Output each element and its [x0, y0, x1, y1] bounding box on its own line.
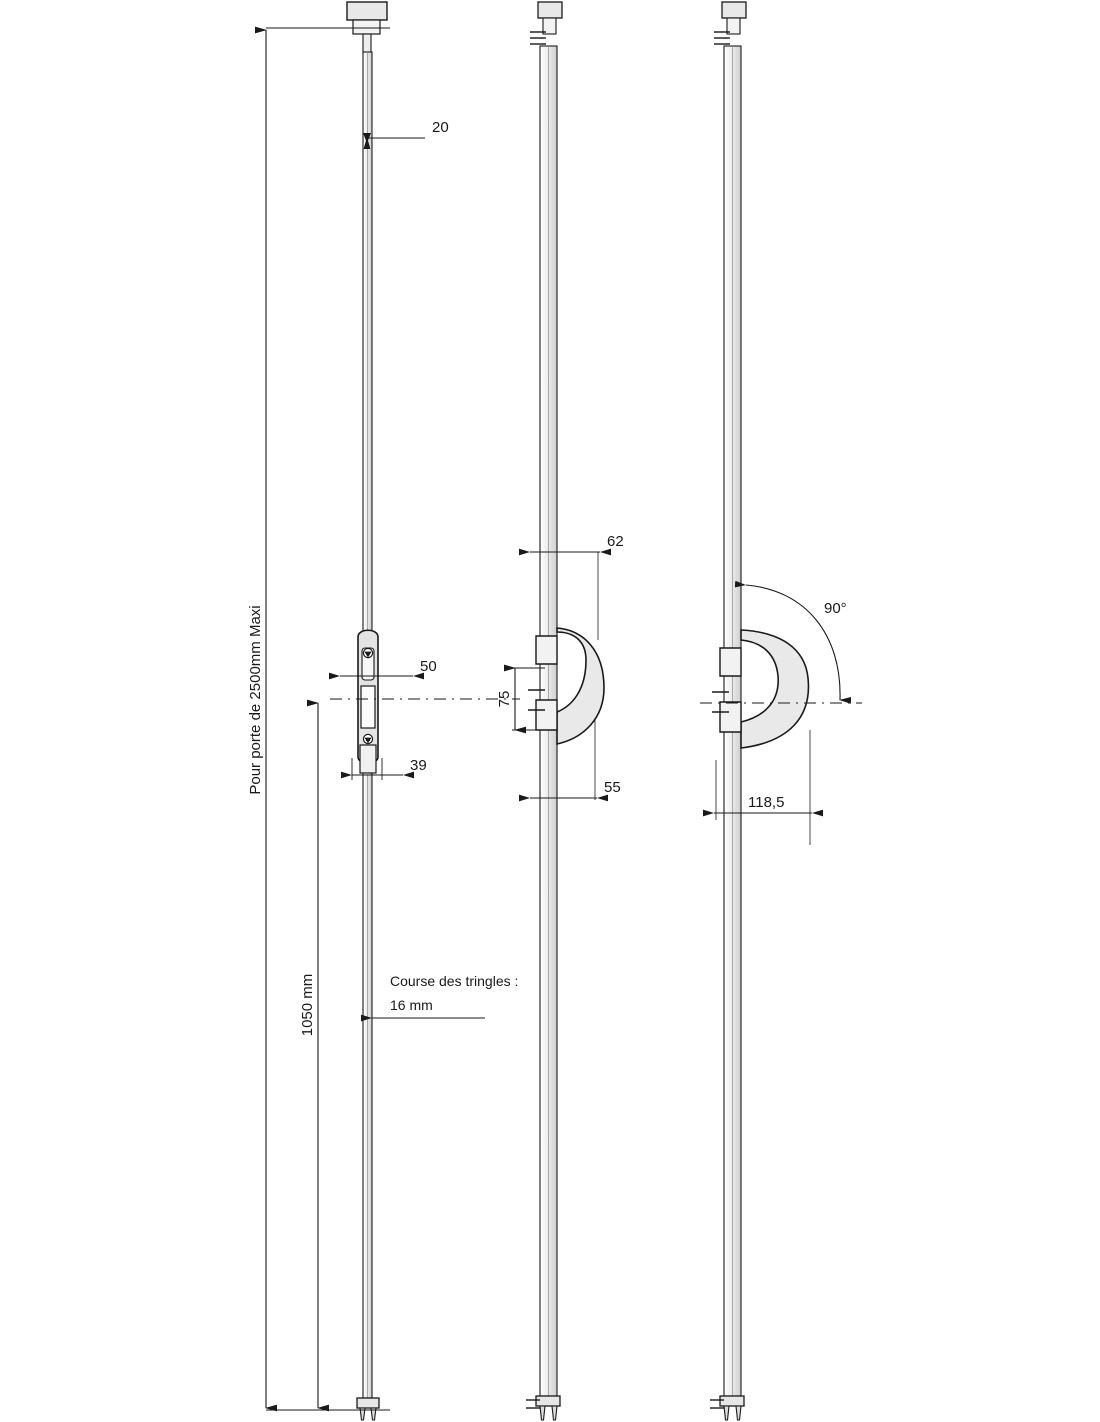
note-stroke-line2: 16 mm: [390, 997, 433, 1013]
left-rod-lower: [363, 773, 372, 1398]
dim-118-5-label: 118,5: [748, 794, 785, 811]
dim-90-label: 90°: [824, 600, 847, 617]
dim-50-label: 50: [420, 658, 437, 675]
dim-20-label: 20: [432, 119, 449, 136]
dim-1050-label: 1050 mm: [299, 973, 316, 1037]
dim-62-label: 62: [607, 533, 624, 550]
dim-75-label: 75: [496, 690, 513, 708]
dim-55-label: 55: [604, 779, 621, 796]
dim-overall-height-label: Pour porte de 2500mm Maxi: [247, 605, 264, 795]
note-stroke-line1: Course des tringles :: [390, 973, 519, 989]
left-gearbox-housing: [358, 630, 378, 773]
dim-39-label: 39: [410, 757, 427, 774]
